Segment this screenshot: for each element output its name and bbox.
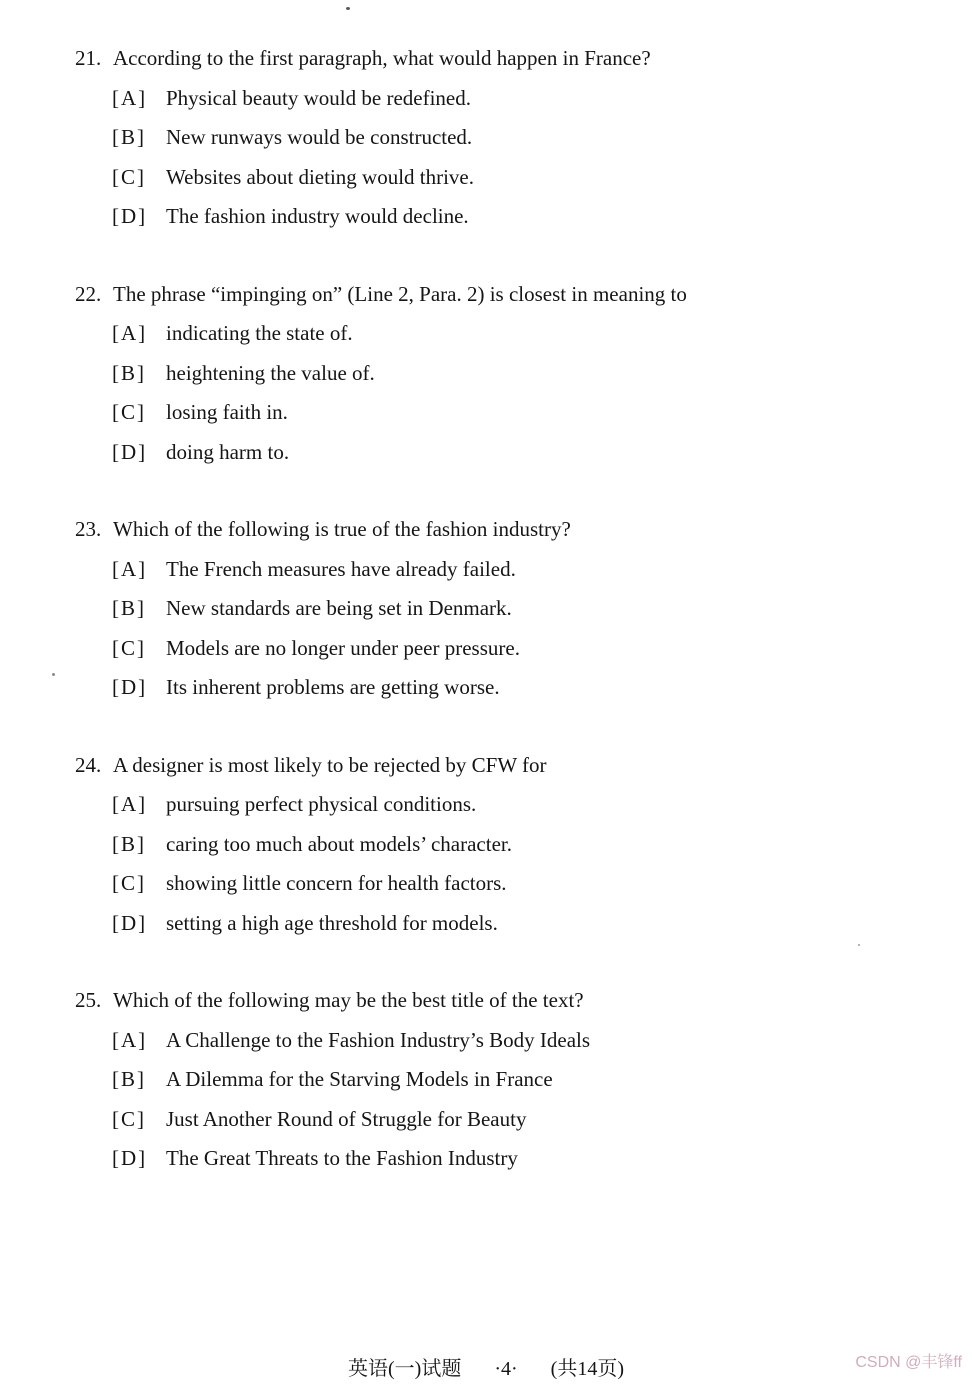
- option-text: The Great Threats to the Fashion Industry: [166, 1146, 518, 1170]
- option-b: [75, 118, 922, 158]
- option-a: [75, 1021, 922, 1061]
- question-stem: The phrase “impinging on” (Line 2, Para. 2) is closest in meaning to: [113, 281, 687, 306]
- question-number: 24.: [75, 752, 102, 777]
- option-d: [75, 668, 922, 708]
- option-d: [75, 433, 922, 473]
- option-text: indicating the state of.: [166, 321, 353, 345]
- option-text: setting a high age threshold for models.: [166, 910, 498, 935]
- question-22: [75, 275, 922, 473]
- scan-artifact: [52, 673, 55, 676]
- option-label: [C]: [112, 164, 146, 189]
- question-number: 25.: [75, 988, 102, 1012]
- option-label: [B]: [112, 1067, 146, 1091]
- option-c: [75, 864, 922, 904]
- question-number: 22.: [75, 281, 102, 306]
- option-a: [75, 79, 922, 119]
- footer-exam-label: 英语(一)试题: [348, 1358, 462, 1380]
- footer-total-pages: (共14页): [550, 1358, 624, 1380]
- question-stem-row: [75, 746, 922, 786]
- question-25: [75, 981, 922, 1179]
- question-stem: Which of the following is true of the fashion industry?: [113, 517, 571, 541]
- question-stem: According to the first paragraph, what would happen in France?: [113, 46, 651, 70]
- option-text: heightening the value of.: [166, 360, 375, 385]
- option-a: [75, 550, 922, 590]
- option-a: [75, 785, 922, 825]
- option-b: [75, 589, 922, 629]
- option-text: New standards are being set in Denmark.: [166, 596, 512, 620]
- option-c: [75, 1100, 922, 1140]
- option-label: [B]: [112, 596, 146, 620]
- footer-page-number: ·4·: [494, 1358, 518, 1380]
- option-text: doing harm to.: [166, 439, 290, 464]
- option-text: Physical beauty would be redefined.: [166, 85, 471, 110]
- question-24: [75, 746, 922, 944]
- option-text: Its inherent problems are getting worse.: [166, 675, 500, 699]
- option-label: [C]: [112, 871, 146, 895]
- option-label: [B]: [112, 360, 146, 385]
- option-text: Just Another Round of Struggle for Beauty: [166, 1106, 527, 1131]
- option-label: [D]: [112, 910, 148, 935]
- option-label: [C]: [112, 1106, 146, 1131]
- question-stem-row: [75, 275, 922, 315]
- option-label: [C]: [112, 635, 146, 660]
- option-c: [75, 629, 922, 669]
- option-text: Models are no longer under peer pressure.: [166, 635, 520, 660]
- option-label: [D]: [112, 439, 148, 464]
- option-label: [D]: [112, 1146, 148, 1170]
- option-text: pursuing perfect physical conditions.: [166, 792, 477, 816]
- option-text: Websites about dieting would thrive.: [166, 164, 475, 189]
- option-label: [A]: [112, 792, 148, 816]
- option-b: [75, 825, 922, 865]
- option-b: [75, 1060, 922, 1100]
- option-text: caring too much about models’ character.: [166, 831, 512, 856]
- option-label: [A]: [112, 85, 148, 110]
- option-label: [B]: [112, 125, 146, 149]
- scan-artifact: [858, 944, 860, 946]
- option-label: [C]: [112, 400, 146, 424]
- option-c: [75, 393, 922, 433]
- option-text: A Dilemma for the Starving Models in France: [166, 1067, 553, 1091]
- option-d: [75, 197, 922, 237]
- question-stem: A designer is most likely to be rejected by CFW for: [113, 752, 547, 777]
- question-stem-row: [75, 39, 922, 79]
- option-d: [75, 1139, 922, 1179]
- option-label: [B]: [112, 831, 146, 856]
- option-text: New runways would be constructed.: [166, 125, 473, 149]
- option-label: [D]: [112, 675, 148, 699]
- option-c: [75, 158, 922, 198]
- question-21: [75, 39, 922, 237]
- option-text: A Challenge to the Fashion Industry’s Body Ideals: [166, 1027, 591, 1052]
- question-stem-row: [75, 981, 922, 1021]
- option-label: [A]: [112, 321, 148, 345]
- option-text: The fashion industry would decline.: [166, 204, 469, 228]
- question-stem-row: [75, 510, 922, 550]
- question-stem: Which of the following may be the best title of the text?: [113, 988, 584, 1012]
- option-label: [A]: [112, 1027, 148, 1052]
- question-23: [75, 510, 922, 708]
- csdn-watermark: CSDN @丰锋ff: [855, 1354, 962, 1371]
- option-d: [75, 904, 922, 944]
- option-b: [75, 354, 922, 394]
- option-text: showing little concern for health factors.: [166, 871, 507, 895]
- option-label: [A]: [112, 556, 148, 581]
- question-number: 21.: [75, 46, 102, 70]
- page-footer: [0, 1356, 972, 1382]
- option-a: [75, 314, 922, 354]
- option-text: The French measures have already failed.: [166, 556, 516, 581]
- question-number: 23.: [75, 517, 102, 541]
- option-label: [D]: [112, 204, 148, 228]
- option-text: losing faith in.: [166, 400, 288, 424]
- scan-artifact: [346, 7, 350, 10]
